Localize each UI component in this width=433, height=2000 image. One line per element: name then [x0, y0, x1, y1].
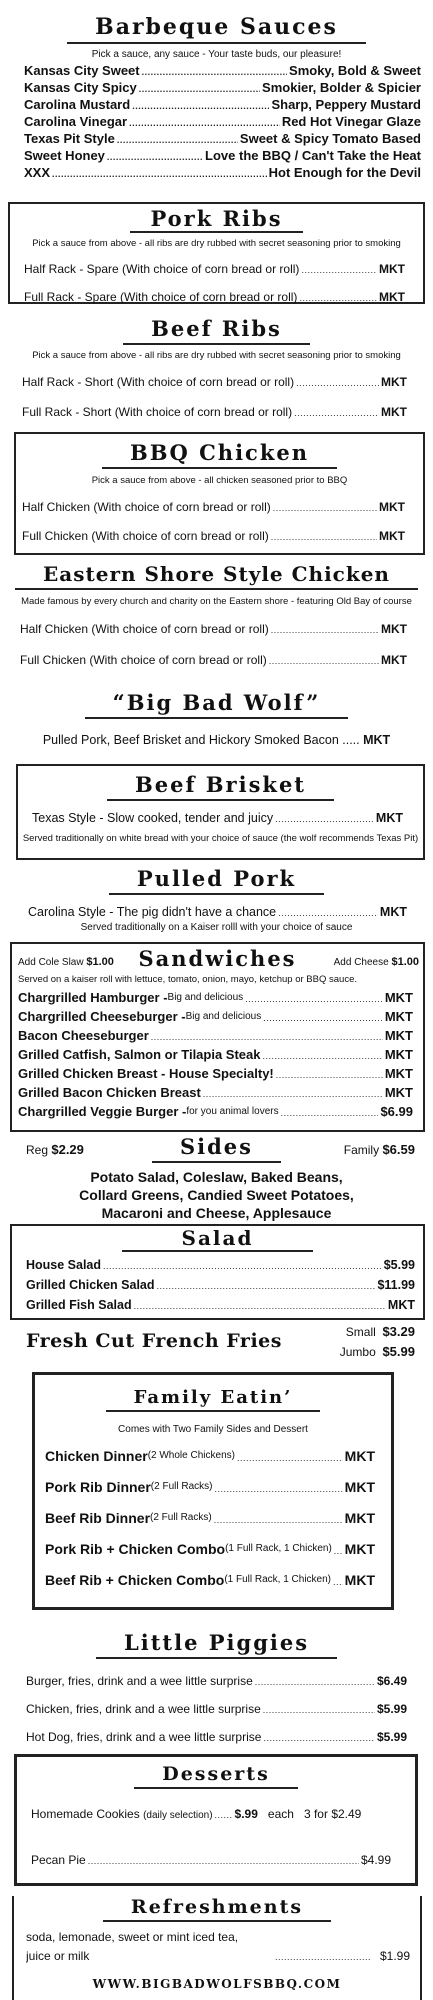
- family-item-name: Beef Rib Dinner: [45, 1509, 151, 1526]
- sides-reg-price: $2.29: [51, 1142, 84, 1157]
- big-bad-wolf-title: “Big Bad Wolf”: [85, 690, 349, 719]
- website-url: WWW.BIGBADWOLFSBBQ.COM: [92, 1977, 342, 1991]
- sandwich-item-name: Chargrilled Veggie Burger -: [18, 1104, 187, 1120]
- bbq-chicken-item-price: MKT: [379, 499, 405, 514]
- cookies-bulk: 3 for $2.49: [303, 1807, 362, 1821]
- big-bad-wolf-section: [0, 690, 433, 747]
- refreshments-line-2-row: [26, 1947, 410, 1967]
- sides-family-label: Family: [343, 1143, 380, 1157]
- sides-line-3: Macaroni and Cheese, Applesauce: [101, 1205, 332, 1221]
- eastern-shore-list: [0, 607, 433, 675]
- family-item-extra: (2 Full Racks): [150, 1481, 213, 1492]
- fries-small-price: $3.29: [382, 1324, 415, 1339]
- salad-item-name: Grilled Chicken Salad: [26, 1278, 155, 1292]
- family-item-price: MKT: [344, 1478, 375, 1495]
- pork-rib-item-name: Full Rack - Spare (With choice of corn bread or roll): [24, 290, 298, 305]
- family-item-price: MKT: [344, 1571, 375, 1588]
- bbq-chicken-item: [22, 521, 405, 550]
- pulled-pork-item: [0, 895, 433, 919]
- add-cheese-label: Add Cheese: [333, 957, 389, 968]
- bbq-sauces-section: [0, 14, 433, 182]
- sandwich-item: [18, 1083, 413, 1102]
- cookies-each: each: [267, 1807, 294, 1821]
- eastern-chicken-item-name: Half Chicken (With choice of corn bread or roll): [20, 621, 269, 636]
- sauce-item-price: Sweet & Spicy Tomato Based: [239, 131, 421, 146]
- fries-small: [340, 1322, 415, 1342]
- sandwich-item-price: MKT: [384, 1028, 413, 1044]
- sandwich-item-price: MKT: [384, 1047, 413, 1063]
- sandwich-item: [18, 1026, 413, 1045]
- sides-title: Sides: [152, 1134, 281, 1163]
- refreshments-title: Refreshments: [103, 1896, 331, 1922]
- beef-brisket-title: Beef Brisket: [107, 772, 334, 801]
- beef-ribs-title: Beef Ribs: [123, 316, 310, 345]
- sauce-item: [24, 131, 421, 148]
- family-eatin-list: [35, 1436, 391, 1595]
- refreshments-section: [12, 1896, 422, 2000]
- pork-ribs-subtitle: Pick a sauce from above - all ribs are dry rubbed with secret seasoning prior to smoking: [32, 238, 401, 249]
- add-cheese-note: [334, 956, 419, 968]
- sandwich-item: [18, 988, 413, 1007]
- refreshments-line-1: soda, lemonade, sweet or mint iced tea,: [26, 1930, 239, 1944]
- eastern-chicken-item: [20, 613, 407, 644]
- sides-reg-label: Reg: [26, 1143, 49, 1157]
- sauce-item-name: Carolina Vinegar: [24, 114, 128, 129]
- sauce-item-price: Smoky, Bold & Sweet: [289, 63, 421, 78]
- bbq-sauces-title: Barbeque Sauces: [67, 14, 366, 44]
- sauce-list: [0, 61, 433, 182]
- pork-ribs-title: Pork Ribs: [150, 206, 283, 231]
- sandwiches-section: [10, 942, 425, 1132]
- pulled-pork-title: Pulled Pork: [109, 866, 324, 895]
- bbq-chicken-title: BBQ Chicken: [102, 440, 337, 469]
- sandwich-item-price: MKT: [384, 990, 413, 1006]
- cookies-detail: (daily selection): [143, 1810, 213, 1821]
- salad-item-name: Grilled Fish Salad: [26, 1298, 132, 1312]
- fries-jumbo: [340, 1342, 415, 1362]
- sides-list: [0, 1168, 433, 1222]
- sandwich-item-price: MKT: [384, 1085, 413, 1101]
- piggies-item-name: Burger, fries, drink and a wee little surprise: [26, 1674, 253, 1688]
- bbq-chicken-item-name: Full Chicken (With choice of corn bread or roll): [22, 528, 269, 543]
- sides-line-1: Potato Salad, Coleslaw, Baked Beans,: [90, 1169, 343, 1185]
- pulled-pork-desc: Carolina Style - The pig didn't have a chance: [28, 905, 277, 919]
- fries-jumbo-price: $5.99: [382, 1344, 415, 1359]
- piggies-item: [26, 1695, 407, 1723]
- piggies-item-price: $6.49: [376, 1674, 407, 1688]
- eastern-shore-section: [0, 562, 433, 675]
- sauce-item-price: Love the BBQ / Can't Take the Heat: [205, 148, 421, 163]
- big-bad-wolf-desc: Pulled Pork, Beef Brisket and Hickory Smoked Bacon .....: [42, 733, 360, 747]
- pork-rib-item: [24, 283, 405, 311]
- piggies-item: [26, 1723, 407, 1751]
- sauce-item-name: Carolina Mustard: [24, 97, 131, 112]
- sandwich-item-name: Grilled Catfish, Salmon or Tilapia Steak: [18, 1047, 261, 1063]
- family-item: [45, 1564, 375, 1595]
- add-slaw-price: $1.00: [86, 956, 114, 968]
- sauce-item-name: Sweet Honey: [24, 148, 105, 163]
- bbq-chicken-subtitle: Pick a sauce from above - all chicken seasoned prior to BBQ: [91, 475, 348, 486]
- piggies-item-name: Chicken, fries, drink and a wee little surprise: [26, 1702, 261, 1716]
- eastern-chicken-item: [20, 644, 407, 675]
- sauce-item: [24, 114, 421, 131]
- sandwich-item-name: Chargrilled Cheeseburger -: [18, 1009, 186, 1025]
- sandwich-item-price: MKT: [384, 1066, 413, 1082]
- sauce-item-name: Kansas City Sweet: [24, 63, 140, 78]
- bbq-chicken-item-name: Half Chicken (With choice of corn bread or roll): [22, 499, 271, 514]
- pecan-pie-item: [17, 1821, 415, 1867]
- fries-section: [0, 1320, 433, 1360]
- salad-item-price: $11.99: [377, 1278, 415, 1292]
- pork-ribs-list: [10, 249, 423, 311]
- bbq-sauces-subtitle: Pick a sauce, any sauce - Your taste buds, our pleasure!: [91, 49, 342, 60]
- family-item-price: MKT: [344, 1540, 375, 1557]
- salad-list: [12, 1252, 423, 1315]
- beef-rib-item-name: Full Rack - Short (With choice of corn bread or roll): [22, 405, 293, 420]
- sandwich-item-extra: for you animal lovers: [186, 1106, 279, 1118]
- family-eatin-title: Family Eatin’: [106, 1387, 321, 1412]
- family-item-price: MKT: [344, 1447, 375, 1464]
- sauce-item: [24, 80, 421, 97]
- family-item: [45, 1533, 375, 1564]
- salad-section: [10, 1224, 425, 1320]
- pork-rib-item: [24, 255, 405, 283]
- salad-item: [26, 1255, 415, 1275]
- sandwich-item-name: Chargrilled Hamburger -: [18, 990, 168, 1006]
- refreshments-line-2: juice or milk: [26, 1949, 90, 1963]
- bbq-chicken-list: [16, 486, 423, 550]
- refreshments-price: $1.99: [379, 1949, 410, 1963]
- beef-rib-item: [22, 397, 407, 427]
- eastern-chicken-item-name: Full Chicken (With choice of corn bread or roll): [20, 652, 267, 667]
- pork-ribs-section: [8, 202, 425, 304]
- family-item-name: Pork Rib + Chicken Combo: [45, 1540, 226, 1557]
- cookies-name: Homemade Cookies: [31, 1807, 140, 1821]
- family-item: [45, 1440, 375, 1471]
- sauce-item: [24, 148, 421, 165]
- salad-title: Salad: [181, 1226, 254, 1250]
- beef-brisket-desc: Texas Style - Slow cooked, tender and juicy: [32, 811, 274, 825]
- sandwich-item-extra: Big and delicious: [167, 992, 244, 1004]
- salad-item: [26, 1275, 415, 1295]
- eastern-chicken-item-price: MKT: [381, 652, 407, 667]
- pecan-pie-price: $4.99: [360, 1853, 391, 1867]
- sandwich-item-extra: Big and delicious: [185, 1011, 262, 1023]
- sides-family: [344, 1142, 415, 1157]
- beef-ribs-list: [0, 361, 433, 427]
- eastern-chicken-item-price: MKT: [381, 621, 407, 636]
- family-item: [45, 1502, 375, 1533]
- desserts-section: [14, 1754, 418, 1886]
- pulled-pork-note: Served traditionally on a Kaiser rolll with your choice of sauce: [80, 922, 353, 933]
- fries-small-label: Small: [345, 1325, 376, 1339]
- beef-brisket-item: [18, 801, 423, 825]
- family-item-name: Chicken Dinner: [45, 1447, 148, 1464]
- little-piggies-list: [0, 1659, 433, 1751]
- beef-rib-item-price: MKT: [381, 375, 407, 390]
- sandwiches-title: Sandwiches: [138, 946, 297, 971]
- pork-rib-item-price: MKT: [379, 290, 405, 305]
- sandwich-item: [18, 1045, 413, 1064]
- piggies-item-name: Hot Dog, fries, drink and a wee little surprise: [26, 1730, 262, 1744]
- eastern-shore-subtitle: Made famous by every church and charity on the Eastern shore - featuring Old Bay of course: [21, 596, 412, 607]
- sauce-item-price: Hot Enough for the Devil: [268, 165, 421, 180]
- salad-item-price: MKT: [387, 1298, 415, 1312]
- sandwich-item-name: Grilled Chicken Breast - House Specialty!: [18, 1066, 274, 1082]
- family-item: [45, 1471, 375, 1502]
- little-piggies-section: [0, 1630, 433, 1751]
- beef-rib-item-name: Half Rack - Short (With choice of corn bread or roll): [22, 375, 295, 390]
- bbq-chicken-section: [14, 432, 425, 555]
- sandwich-item: [18, 1007, 413, 1026]
- piggies-item: [26, 1667, 407, 1695]
- beef-brisket-note: Served traditionally on white bread with your choice of sauce (the wolf recommends Texas Pit): [22, 833, 419, 844]
- cookies-price: $.99: [234, 1807, 258, 1821]
- bbq-chicken-item-price: MKT: [379, 528, 405, 543]
- sauce-item: [24, 63, 421, 80]
- family-item-name: Beef Rib + Chicken Combo: [45, 1571, 225, 1588]
- fries-jumbo-label: Jumbo: [339, 1345, 376, 1359]
- beef-brisket-section: [16, 764, 425, 860]
- sandwich-item-price: MKT: [384, 1009, 413, 1025]
- desserts-title: Desserts: [134, 1763, 298, 1789]
- piggies-item-price: $5.99: [376, 1730, 407, 1744]
- salad-item-price: $5.99: [383, 1258, 415, 1272]
- pecan-pie-name: Pecan Pie: [31, 1853, 86, 1867]
- family-item-extra: (1 Full Rack, 1 Chicken): [225, 1543, 332, 1554]
- sauce-item-price: Sharp, Peppery Mustard: [271, 97, 421, 112]
- pork-rib-item-name: Half Rack - Spare (With choice of corn bread or roll): [24, 262, 300, 277]
- family-eatin-subtitle: Comes with Two Family Sides and Dessert: [118, 1424, 308, 1435]
- sandwiches-subtitle: Served on a kaiser roll with lettuce, tomato, onion, mayo, ketchup or BBQ sauce.: [18, 974, 358, 985]
- little-piggies-title: Little Piggies: [96, 1630, 337, 1659]
- sauce-item-price: Smokier, Bolder & Spicier: [262, 80, 421, 95]
- sauce-item: [24, 97, 421, 114]
- family-eatin-section: [32, 1372, 394, 1610]
- sauce-item-name: Texas Pit Style: [24, 131, 115, 146]
- sauce-item-name: Kansas City Spicy: [24, 80, 137, 95]
- family-item-price: MKT: [344, 1509, 375, 1526]
- sandwich-item: [18, 1064, 413, 1083]
- cookies-item: [17, 1789, 415, 1821]
- family-item-extra: (2 Whole Chickens): [147, 1450, 235, 1461]
- sandwich-list: [12, 985, 423, 1121]
- salad-item-name: House Salad: [26, 1258, 102, 1272]
- fries-prices: [340, 1322, 415, 1362]
- big-bad-wolf-item: [0, 733, 433, 747]
- sides-line-2: Collard Greens, Candied Sweet Potatoes,: [79, 1187, 354, 1203]
- refreshments-body: [14, 1922, 420, 1967]
- add-slaw-label: Add Cole Slaw: [18, 957, 84, 968]
- beef-ribs-section: [0, 316, 433, 427]
- family-item-extra: (1 Full Rack, 1 Chicken): [224, 1574, 332, 1585]
- big-bad-wolf-price: MKT: [363, 733, 391, 747]
- add-cheese-price: $1.00: [391, 956, 419, 968]
- salad-item: [26, 1295, 415, 1315]
- sauce-item-name: XXX: [24, 165, 51, 180]
- beef-brisket-price: MKT: [375, 811, 403, 825]
- sandwich-item-price: $6.99: [380, 1104, 413, 1120]
- sandwich-item-name: Grilled Bacon Chicken Breast: [18, 1085, 201, 1101]
- sides-section: [0, 1134, 433, 1222]
- sandwich-item-name: Bacon Cheeseburger: [18, 1028, 149, 1044]
- family-item-extra: (2 Full Racks): [150, 1512, 212, 1523]
- pulled-pork-section: [0, 866, 433, 934]
- beef-rib-item-price: MKT: [381, 405, 407, 420]
- bbq-chicken-item: [22, 492, 405, 521]
- eastern-shore-title: Eastern Shore Style Chicken: [15, 562, 418, 590]
- piggies-item-price: $5.99: [376, 1702, 407, 1716]
- pulled-pork-price: MKT: [379, 905, 407, 919]
- beef-ribs-subtitle: Pick a sauce from above - all ribs are dry rubbed with secret seasoning prior to smoking: [32, 350, 401, 361]
- family-item-name: Pork Rib Dinner: [45, 1478, 151, 1495]
- sauce-item-price: Red Hot Vinegar Glaze: [281, 114, 421, 129]
- pork-rib-item-price: MKT: [379, 262, 405, 277]
- sides-family-price: $6.59: [382, 1142, 415, 1157]
- sauce-item: [24, 165, 421, 182]
- fries-title: Fresh Cut French Fries: [26, 1330, 282, 1352]
- beef-rib-item: [22, 367, 407, 397]
- sandwich-item: [18, 1102, 413, 1121]
